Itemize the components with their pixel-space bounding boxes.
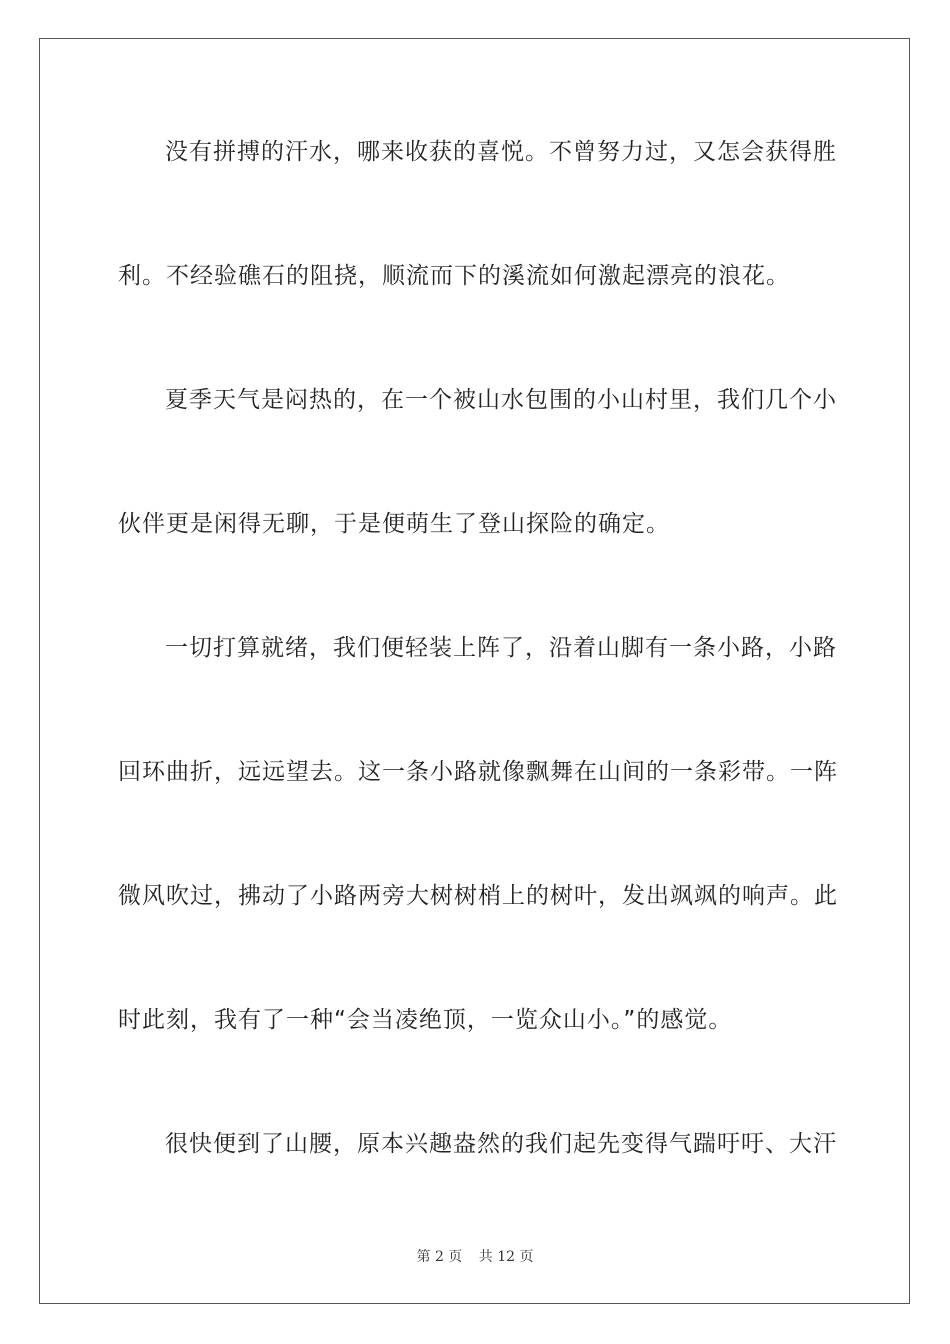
page-footer (0, 1246, 950, 1266)
page-number-total: 共 12 页 (478, 1249, 534, 1265)
paragraph-3-line-1: 一切打算就绪，我们便轻装上阵了，沿着山脚有一条小路，小路 (165, 635, 837, 661)
paragraph-2-line-1: 夏季天气是闷热的，在一个被山水包围的小山村里，我们几个小 (165, 387, 837, 413)
paragraph-3-line-2: 回环曲折，远远望去。这一条小路就像飘舞在山间的一条彩带。一阵 (118, 759, 838, 785)
paragraph-3-line-4: 时此刻，我有了一种“会当凌绝顶，一览众山小。”的感觉。 (118, 1007, 733, 1033)
paragraph-1-line-1: 没有拼搏的汗水，哪来收获的喜悦。不曾努力过，又怎会获得胜 (165, 139, 837, 165)
paragraph-2-line-2: 伙伴更是闲得无聊，于是便萌生了登山探险的确定。 (118, 511, 670, 537)
paragraph-1-line-2: 利。不经验礁石的阻挠，顺流而下的溪流如何激起漂亮的浪花。 (118, 263, 790, 289)
paragraph-4-line-1: 很快便到了山腰，原本兴趣盎然的我们起先变得气踹吁吁、大汗 (165, 1131, 837, 1157)
page-border (39, 38, 910, 1304)
page-number-current: 第 2 页 (416, 1249, 463, 1265)
paragraph-3-line-3: 微风吹过，拂动了小路两旁大树树梢上的树叶，发出飒飒的响声。此 (118, 883, 838, 909)
